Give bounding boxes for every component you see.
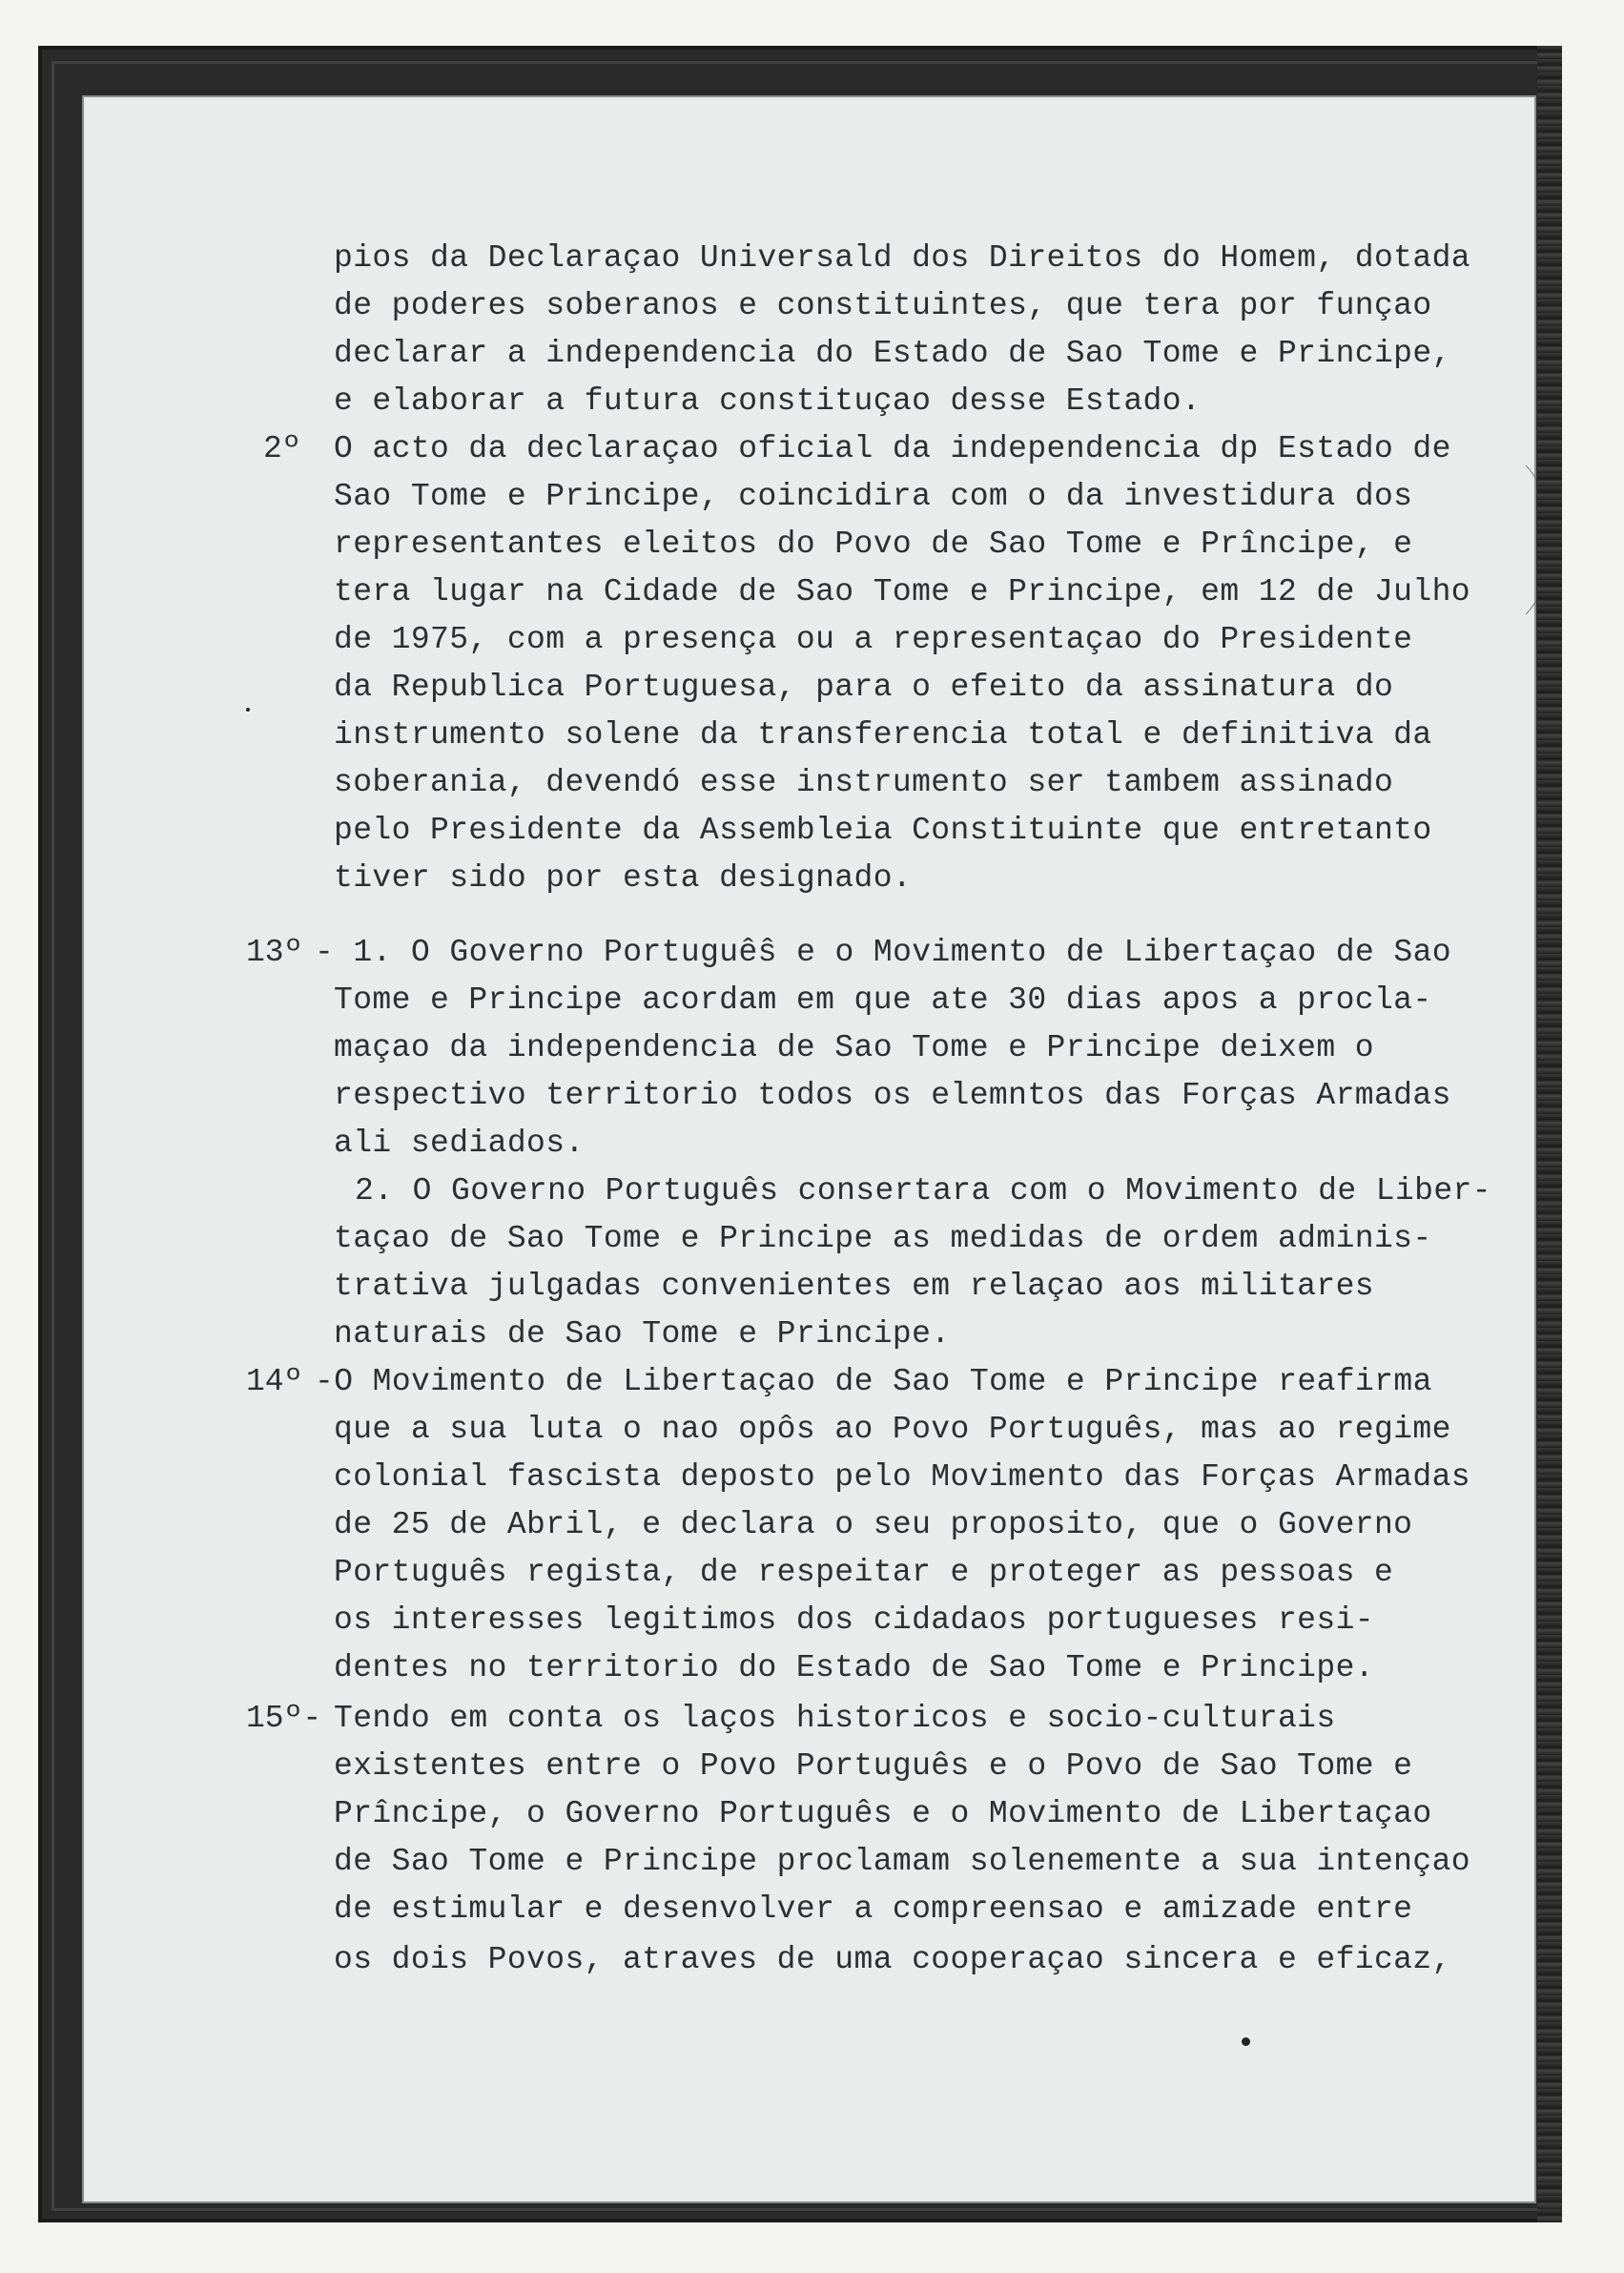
ink-dot: [246, 708, 250, 712]
ink-dot: [1242, 2037, 1250, 2046]
text-line: de 25 de Abril, e declara o seu proposito, que o Governo: [334, 1507, 1413, 1542]
text-line: os interesses legitimos dos cidadaos portugueses resi-: [334, 1602, 1374, 1638]
text-line: - 1. O Governo Portuguêŝ e o Movimento de Libertaçao de Sao: [315, 935, 1451, 970]
text-line: pelo Presidente da Assembleia Constituinte que entretanto: [334, 813, 1432, 848]
text-line: Tome e Principe acordam em que ate 30 dias apos a procla-: [334, 982, 1432, 1018]
text-line: e elaborar a futura constituçao desse Estado.: [334, 383, 1202, 419]
text-line: de poderes soberanos e constituintes, que tera por funçao: [334, 288, 1432, 323]
text-line: trativa julgadas convenientes em relaçao aos militares: [334, 1269, 1374, 1304]
margin-scratch: [1455, 448, 1536, 631]
text-line: instrumento solene da transferencia total e definitiva da: [334, 717, 1432, 753]
text-line: 2. O Governo Português consertara com o Movimento de Liber-: [355, 1173, 1491, 1209]
text-line: -O Movimento de Libertaçao de Sao Tome e Principe reafirma: [315, 1364, 1432, 1399]
text-line: O acto da declaraçao oficial da independencia dp Estado de: [334, 431, 1451, 466]
text-line: Português regista, de respeitar e proteger as pessoas e: [334, 1555, 1394, 1590]
text-line: naturais de Sao Tome e Principe.: [334, 1316, 951, 1352]
document-body: [82, 95, 1536, 2203]
text-line: maçao da independencia de Sao Tome e Principe deixem o: [334, 1030, 1374, 1065]
text-line: Prîncipe, o Governo Português e o Movimento de Libertaçao: [334, 1796, 1432, 1831]
clause-number: 2º: [263, 431, 301, 466]
text-line: de Sao Tome e Principe proclamam solenemente a sua intençao: [334, 1844, 1470, 1879]
text-line: Tendo em conta os laços historicos e socio-culturais: [334, 1701, 1336, 1736]
text-line: taçao de Sao Tome e Principe as medidas de ordem adminis-: [334, 1221, 1432, 1256]
text-line: de estimular e desenvolver a compreensao e amizade entre: [334, 1891, 1413, 1927]
clause-number: 14º: [246, 1364, 303, 1399]
clause-number: 13º: [246, 935, 303, 970]
text-line: representantes eleitos do Povo de Sao Tome e Prîncipe, e: [334, 527, 1413, 562]
text-line: tera lugar na Cidade de Sao Tome e Principe, em 12 de Julho: [334, 574, 1470, 610]
clause-number: 15º-: [246, 1701, 322, 1736]
typewritten-sheet: [82, 95, 1536, 2203]
text-line: tiver sido por esta designado.: [334, 860, 913, 896]
text-line: de 1975, com a presença ou a representaçao do Presidente: [334, 622, 1413, 657]
text-line: Sao Tome e Principe, coincidira com o da investidura dos: [334, 479, 1413, 514]
text-line: que a sua luta o nao opôs ao Povo Português, mas ao regime: [334, 1412, 1451, 1447]
paper-edge: [1537, 46, 1562, 2222]
text-line: existentes entre o Povo Português e o Povo de Sao Tome e: [334, 1748, 1413, 1784]
text-line: dentes no territorio do Estado de Sao Tome e Principe.: [334, 1650, 1374, 1685]
text-line: soberania, devendó esse instrumento ser tambem assinado: [334, 765, 1394, 800]
text-line: respectivo territorio todos os elemntos das Forças Armadas: [334, 1078, 1451, 1113]
text-line: da Republica Portuguesa, para o efeito da assinatura do: [334, 670, 1394, 705]
text-line: pios da Declaraçao Universald dos Direitos do Homem, dotada: [334, 240, 1470, 276]
text-line: os dois Povos, atraves de uma cooperaçao sincera e eficaz,: [334, 1942, 1451, 1977]
text-line: ali sediados.: [334, 1126, 585, 1161]
text-line: declarar a independencia do Estado de Sao Tome e Principe,: [334, 336, 1451, 371]
text-line: colonial fascista deposto pelo Movimento das Forças Armadas: [334, 1459, 1470, 1495]
